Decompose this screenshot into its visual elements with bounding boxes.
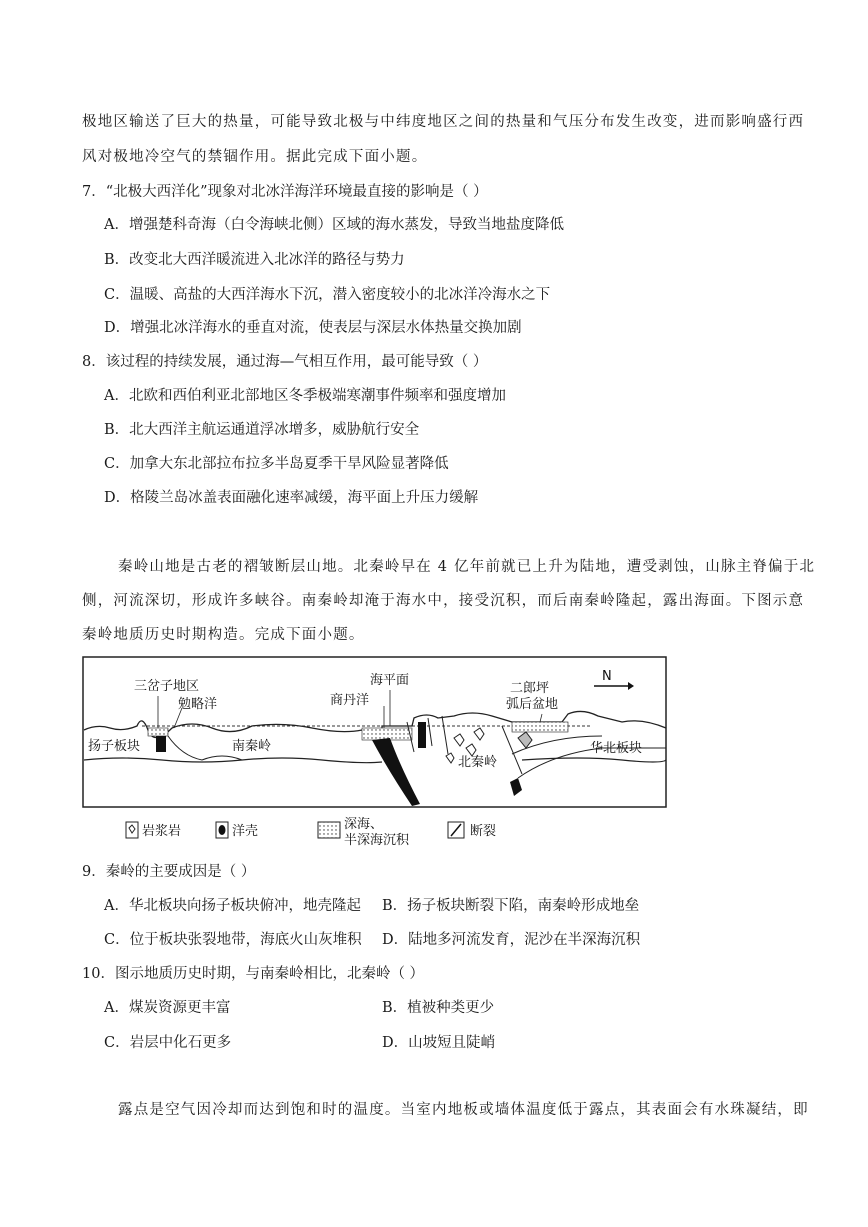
question-9-option-a: A．华北板块向扬子板块俯冲，地壳隆起 <box>104 898 361 914</box>
lower-crust-boundary-left <box>84 758 382 763</box>
label-north: N <box>602 669 612 684</box>
label-north-qinling: 北秦岭 <box>458 755 498 770</box>
question-9-option-b: B．扬子板块断裂下陷，南秦岭形成地垒 <box>382 898 640 914</box>
legend-sediment-label-2: 半深海沉积 <box>344 833 410 848</box>
magma-body-1 <box>454 734 464 746</box>
fault-block-black <box>418 722 426 748</box>
legend-sediment-swatch <box>318 822 340 838</box>
fault-lines <box>407 716 602 774</box>
label-yangtze-plate: 扬子板块 <box>88 739 141 754</box>
intro-line-2: 风对极地冷空气的禁锢作用。据此完成下面小题。 <box>82 149 428 165</box>
passage-2-line-1: 秦岭山地是古老的褶皱断层山地。北秦岭早在 4 亿年前就已上升为陆地，遭受剥蚀，山脉主脊偏于北 <box>118 559 816 575</box>
question-10-option-a: A．煤炭资源更丰富 <box>104 1000 231 1016</box>
label-north-china-plate: 华北板块 <box>590 741 643 756</box>
question-10-option-b: B．植被种类更少 <box>382 1000 495 1016</box>
label-sanchazi: 三岔子地区 <box>134 679 200 694</box>
south-qinling-body <box>168 736 242 760</box>
question-7-option-c: C．温暖、高盐的大西洋海水下沉，潜入密度较小的北冰洋冷海水之下 <box>104 287 551 303</box>
question-10-stem: 10．图示地质历史时期，与南秦岭相比，北秦岭（ ） <box>82 966 425 982</box>
north-arrow-head <box>628 682 634 690</box>
label-sea-level: 海平面 <box>370 673 410 688</box>
magma-body-5 <box>446 753 454 763</box>
question-9-option-d: D．陆地多河流发育，泥沙在半深海沉积 <box>382 932 641 948</box>
magma-body-4 <box>518 732 532 748</box>
question-10-option-d: D．山坡短且陡峭 <box>382 1035 496 1051</box>
passage-2-line-3: 秦岭地质历史时期构造。完成下面小题。 <box>82 627 365 643</box>
erlangping-crust-bottom <box>510 778 522 796</box>
mianlue-sediment <box>148 728 168 736</box>
legend-sediment-label-1: 深海、 <box>344 817 384 832</box>
magma-body-3 <box>474 728 484 740</box>
question-8-option-a: A．北欧和西伯利亚北部地区冬季极端寒潮事件频率和强度增加 <box>104 388 506 404</box>
erlangping-sediment <box>512 722 568 732</box>
question-7-option-b: B．改变北大西洋暖流进入北冰洋的路径与势力 <box>104 252 405 268</box>
question-8-stem: 8．该过程的持续发展，通过海—气相互作用，最可能导致（ ） <box>82 354 488 370</box>
question-10-option-c: C．岩层中化石更多 <box>104 1035 232 1051</box>
legend <box>126 817 496 848</box>
question-9-option-c: C．位于板块张裂地带，海底火山灰堆积 <box>104 932 362 948</box>
qinling-structure-figure <box>82 656 668 852</box>
label-mianlue: 勉略洋 <box>178 697 218 712</box>
label-erlangping-2: 弧后盆地 <box>506 697 559 712</box>
label-shangdan: 商丹洋 <box>330 693 370 708</box>
question-9-stem: 9．秦岭的主要成因是（ ） <box>82 864 256 880</box>
legend-crust-icon <box>219 825 226 835</box>
question-8-option-b: B．北大西洋主航运通道浮冰增多，威胁航行安全 <box>104 422 420 438</box>
question-7-option-a: A．增强楚科奇海（白令海峡北侧）区域的海水蒸发，导致当地盐度降低 <box>104 217 564 233</box>
lower-crust-boundary-right <box>522 758 666 762</box>
passage-3-line-1: 露点是空气因冷却而达到饱和时的温度。当室内地板或墙体温度低于露点，其表面会有水珠凝结，即 <box>118 1102 809 1118</box>
legend-crust-label: 洋壳 <box>232 824 259 839</box>
mianlue-oceanic-crust <box>156 736 166 752</box>
legend-magma-label: 岩浆岩 <box>142 824 182 839</box>
leader-erlangping <box>540 714 542 722</box>
question-7-option-d: D．增强北冰洋海水的垂直对流，使表层与深层水体热量交换加剧 <box>104 320 522 336</box>
shangdan-sediment <box>362 728 412 740</box>
intro-line-1: 极地区输送了巨大的热量，可能导致北极与中纬度地区之间的热量和气压分布发生改变，进而影响盛行西 <box>82 114 805 130</box>
question-7-stem: 7．“北极大西洋化”现象对北冰洋海洋环境最直接的影响是（ ） <box>82 184 488 200</box>
question-8-option-d: D．格陵兰岛冰盖表面融化速率减缓，海平面上升压力缓解 <box>104 490 479 506</box>
label-south-qinling: 南秦岭 <box>232 739 272 754</box>
legend-fault-label: 断裂 <box>470 824 497 839</box>
passage-2-line-2: 侧，河流深切，形成许多峡谷。南秦岭却淹于海水中，接受沉积，而后南秦岭隆起，露出海面。下图示意 <box>82 593 805 609</box>
question-8-option-c: C．加拿大东北部拉布拉多半岛夏季干旱风险显著降低 <box>104 456 449 472</box>
label-erlangping-1: 二郎坪 <box>510 681 550 696</box>
